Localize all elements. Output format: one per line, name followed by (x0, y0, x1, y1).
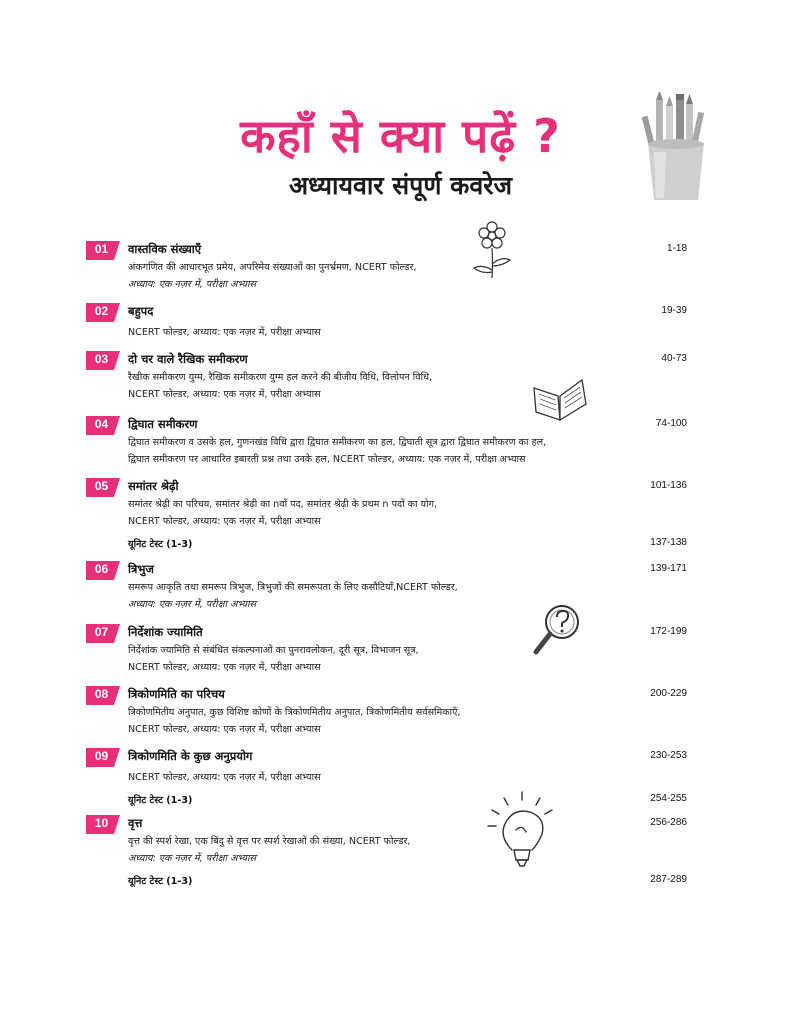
chapter-number: 06 (94, 562, 109, 576)
chapter-topics-line: NCERT फोल्डर, अध्याय: एक नज़र में, परीक्षा अभ्यास (128, 662, 321, 673)
chapter-pages: 1-18 (666, 243, 687, 254)
chapter-pages: 200-229 (650, 688, 687, 699)
chapter-number-badge (86, 624, 120, 643)
chapter-topics-line: अंकगणित की आधारभूत प्रमेय, अपरिमेय संख्याओं का पुनर्भ्रमण, NCERT फोल्डर, (128, 262, 417, 273)
chapter-title: समांतर श्रेढ़ी (128, 479, 179, 493)
chapter-pages: 256-286 (650, 817, 687, 828)
chapter-number-badge (86, 351, 120, 370)
unit-test-label: यूनिट टेस्ट (1-3) (128, 876, 193, 887)
unit-test-pages: 254-255 (650, 793, 687, 804)
chapter-pages: 74-100 (655, 418, 687, 429)
chapter-topics-line: NCERT फोल्डर, अध्याय: एक नज़र में, परीक्षा अभ्यास (128, 724, 321, 735)
chapter-topics-line: अध्याय: एक नज़र में, परीक्षा अभ्यास (128, 279, 256, 290)
page-title: कहाँ से क्या पढ़ें ? (240, 109, 561, 163)
chapter-topics-line: द्विघात समीकरण व उसके हल, गुणनखंड विधि द्वारा द्विघात समीकरण का हल, द्विघाती सूत्र द्वारा द्विघात समीकरण का हल, (128, 437, 547, 448)
chapter-topics-line: अध्याय: एक नज़र में, परीक्षा अभ्यास (128, 853, 256, 864)
chapter-number-badge (86, 561, 120, 580)
pencil-cup-icon (636, 92, 716, 204)
chapter-title: द्विघात समीकरण (128, 417, 198, 431)
chapter-pages: 19-39 (661, 305, 687, 316)
chapter-number: 03 (94, 352, 109, 366)
chapter-pages: 172-199 (650, 626, 687, 637)
chapter-title: वास्तविक संख्याएँ (128, 242, 202, 256)
chapter-topics-line: NCERT फोल्डर, अध्याय: एक नज़र में, परीक्षा अभ्यास (128, 389, 321, 400)
chapter-number: 10 (94, 816, 109, 830)
chapter-title: वृत्त (128, 816, 143, 830)
chapter-topics-line: निर्देशांक ज्यामिति से संबंधित संकल्पनाओं का पुनरावलोकन, दूरी सूत्र, विभाजन सूत्र, (128, 645, 419, 656)
chapter-pages: 139-171 (650, 563, 687, 574)
chapter-number: 09 (94, 749, 109, 763)
chapter-title: निर्देशांक ज्यामिति (128, 625, 203, 639)
chapter-number: 08 (94, 687, 109, 701)
flower-icon (468, 220, 516, 280)
chapter-number-badge (86, 686, 120, 705)
chapter-title: त्रिकोणमिति का परिचय (128, 687, 225, 701)
open-book-icon (530, 374, 590, 424)
chapter-title: त्रिभुज (128, 562, 154, 576)
chapter-topics-line: त्रिकोणमितीय अनुपात, कुछ विशिष्ट कोणों के त्रिकोणमितीय अनुपात, त्रिकोणमितीय सर्वसमिकाएँ, (128, 707, 461, 718)
chapter-title: दो चर वाले रैखिक समीकरण (128, 352, 248, 366)
chapter-topics-line: NCERT फोल्डर, अध्याय: एक नज़र में, परीक्षा अभ्यास (128, 327, 321, 338)
chapter-topics-line: समरूप आकृति तथा समरूप त्रिभुज, त्रिभुजों की समरूपता के लिए कसौटियाँ,NCERT फोल्डर, (128, 582, 458, 593)
magnifier-question-icon (528, 600, 584, 658)
chapter-number: 07 (94, 625, 109, 639)
chapter-number-badge (86, 303, 120, 322)
chapter-number: 01 (94, 242, 109, 256)
chapter-title: त्रिकोणमिति के कुछ अनुप्रयोग (128, 749, 253, 763)
chapter-topics-line: वृत्त की स्पर्श रेखा, एक बिंदु से वृत्त पर स्पर्श रेखाओं की संख्या, NCERT फोल्डर, (128, 836, 411, 847)
chapter-number-badge (86, 478, 120, 497)
chapter-pages: 230-253 (650, 750, 687, 761)
chapter-number-badge (86, 815, 120, 834)
unit-test-pages: 287-289 (650, 874, 687, 885)
chapter-topics-line: द्विघात समीकरण पर आधारित इबारती प्रश्न तथा उनके हल, NCERT फोल्डर, अध्याय: एक नज़र में, परीक्षा अभ्यास (128, 454, 526, 465)
chapter-number: 05 (94, 479, 109, 493)
chapter-pages: 40-73 (661, 353, 687, 364)
chapter-number: 04 (94, 417, 109, 431)
chapter-topics-line: अध्याय: एक नज़र में, परीक्षा अभ्यास (128, 599, 256, 610)
chapter-topics-line: NCERT फोल्डर, अध्याय: एक नज़र में, परीक्षा अभ्यास (128, 516, 321, 527)
chapter-topics-line: समांतर श्रेढ़ी का परिचय, समांतर श्रेढ़ी का nवाँ पद, समांतर श्रेढ़ी के प्रथम n पदों का योग, (128, 499, 438, 510)
chapter-number: 02 (94, 304, 109, 318)
page-subtitle: अध्यायवार संपूर्ण कवरेज (288, 171, 513, 200)
chapter-topics-line: NCERT फोल्डर, अध्याय: एक नज़र में, परीक्षा अभ्यास (128, 772, 321, 783)
chapter-pages: 101-136 (650, 480, 687, 491)
chapter-number-badge (86, 416, 120, 435)
unit-test-pages: 137-138 (650, 537, 687, 548)
unit-test-label: यूनिट टेस्ट (1-3) (128, 795, 193, 806)
unit-test-label: यूनिट टेस्ट (1-3) (128, 539, 193, 550)
chapter-title: बहुपद (128, 304, 154, 318)
chapter-topics-line: रैखीक समीकरण युग्म, रैखिक समीकरण युग्म हल करने की बीजीय विधि, विलोपन विधि, (128, 372, 433, 383)
lightbulb-icon (484, 790, 560, 874)
chapter-number-badge (86, 241, 120, 260)
chapter-number-badge (86, 748, 120, 767)
